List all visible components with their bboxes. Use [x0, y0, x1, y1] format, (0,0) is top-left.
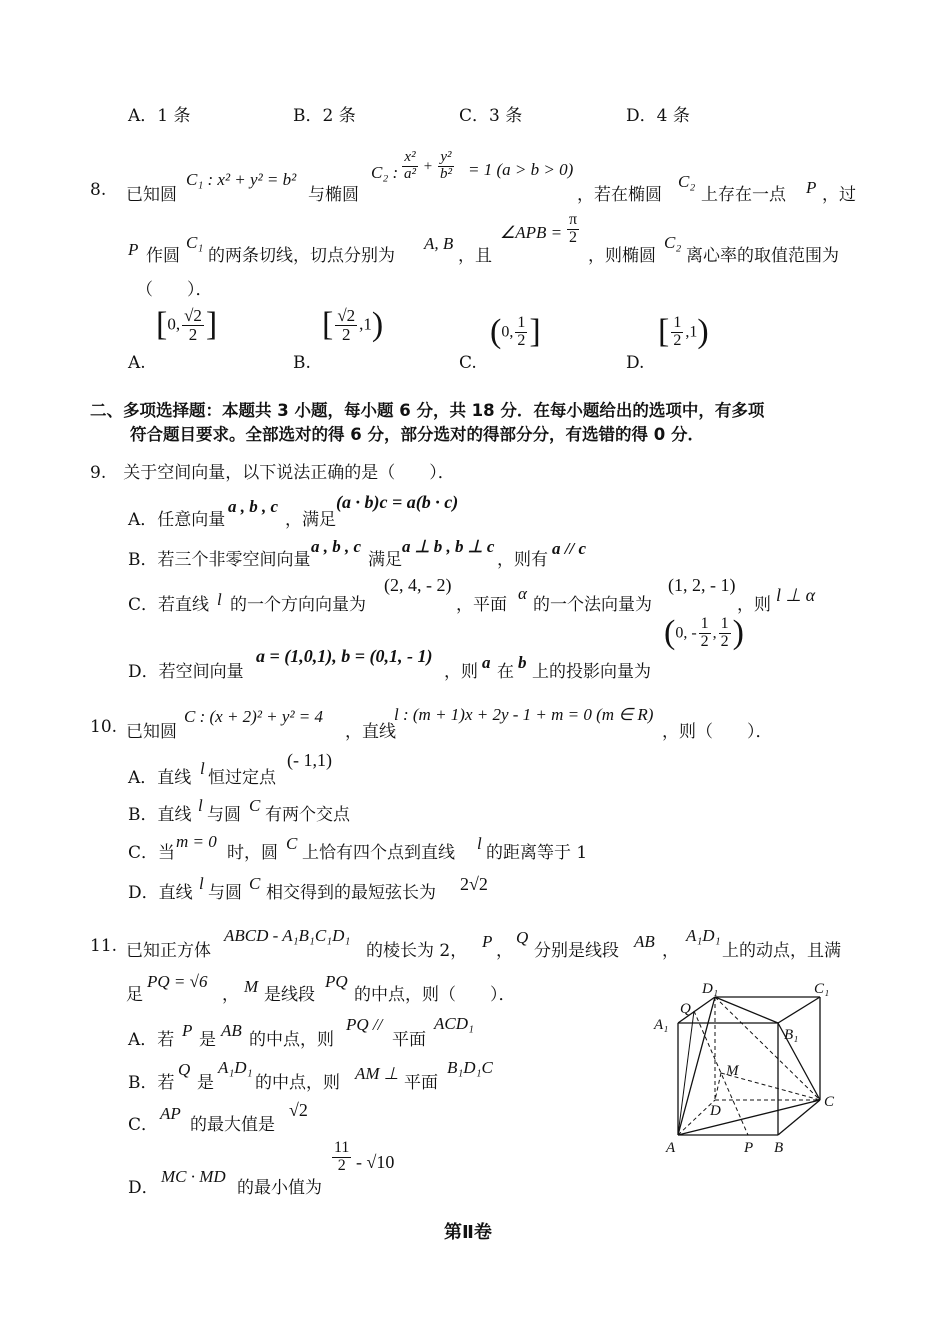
q8-text-1: 已知圆 — [126, 185, 177, 205]
q10-circle: C : (x + 2)² + y² = 4 — [184, 707, 324, 726]
q9-d-mid1: ，则 — [444, 662, 478, 682]
q10-b-l: l — [198, 796, 203, 815]
q7-option-a: A．1 条 — [128, 106, 191, 126]
q9-stem: 9. 关于空间向量，以下说法正确的是（ ）． — [90, 463, 455, 483]
q10-c-pre: C．当 — [128, 843, 176, 863]
q10-d-l: l — [199, 874, 204, 893]
q10-c-mid2: 上恰有四个点到直线 — [302, 843, 455, 863]
q10-d-mid2: 相交得到的最短弦长为 — [266, 883, 436, 903]
q7-option-c: C．3 条 — [459, 106, 523, 126]
q10-d-mid: 与圆 — [208, 883, 242, 903]
q8-text-4: 上存在一点 — [701, 185, 786, 205]
q11-c-ap: AP — [160, 1104, 181, 1123]
q8-text-5: ，过 — [822, 185, 856, 205]
q11-a-p: P — [182, 1021, 193, 1040]
q11-pq-eq: PQ = √6 — [147, 972, 208, 991]
q8-l2-angle: ∠APB = — [500, 223, 563, 242]
q8-ellipse-tail: = 1 (a > b > 0) — [468, 160, 574, 179]
edge-b1-c1 — [778, 997, 820, 1023]
label-p: P — [744, 1140, 754, 1156]
q11-text-4: 分别是线段 — [534, 941, 619, 961]
section2-line2: 符合题目要求。全部选对的得 6 分，部分选对的得部分分，有选错的得 0 分． — [130, 425, 704, 444]
q11-cube: ABCD - A₁B₁C₁D₁ — [224, 926, 351, 945]
q10-c-mid: 时，圆 — [227, 843, 278, 863]
q9-c-mid2: ，平面 — [456, 595, 507, 615]
q10-c-c: C — [286, 834, 298, 853]
q11-c-pre: C． — [128, 1115, 159, 1135]
q10-c-post: 的距离等于 1 — [486, 843, 588, 863]
q9-c-post: ，则 — [737, 595, 771, 615]
q10-a-pre: A．直线 — [128, 768, 192, 788]
q11-pq: PQ — [325, 972, 348, 991]
q10-number: 10. — [90, 717, 118, 737]
q8-l2-e: 离心率的取值范围为 — [686, 246, 839, 266]
q11-b-pre: B．若 — [128, 1073, 175, 1093]
q11-d-minus: - √10 — [356, 1152, 395, 1172]
q9-c-pre: C．若直线 — [128, 595, 210, 615]
q9-b-post: ，则有 — [497, 550, 548, 570]
q8-option-a-label: A. — [128, 353, 146, 373]
q8-text-3: ，若在椭圆 — [577, 185, 662, 205]
q9-c-v1: (2, 4, - 2) — [384, 575, 452, 595]
q10-c-m: m = 0 — [176, 832, 217, 851]
q10-b-pre: B．直线 — [128, 805, 192, 825]
q9-d-a: a — [482, 653, 491, 672]
q11-l2-b: ， — [222, 985, 239, 1005]
q11-text-1: 已知正方体 — [126, 941, 211, 961]
q11-b-plane: B₁D₁C — [447, 1058, 493, 1077]
label-b1: B₁ — [784, 1027, 799, 1043]
label-m: M — [726, 1063, 739, 1079]
q8-number: 8. — [90, 180, 107, 200]
q11-d-pre: D． — [128, 1178, 159, 1198]
q11-b-seg: A₁D₁ — [218, 1058, 253, 1077]
q11-text-2: 的棱长为 2， — [366, 941, 468, 961]
q10-text-2: ，直线 — [345, 722, 396, 742]
q10-b-post: 有两个交点 — [265, 805, 350, 825]
q11-a-mid: 是 — [199, 1030, 216, 1050]
q10-b-c: C — [249, 796, 261, 815]
q11-b-mid: 是 — [197, 1073, 214, 1093]
q11-d-frac: $\frac{11}{2}$ — [334, 1139, 350, 1174]
q11-text-3: ， — [496, 941, 513, 961]
q10-c-l: l — [477, 834, 482, 853]
q9-c-v2: (1, 2, - 1) — [668, 575, 736, 595]
q9-d-pre: D．若空间向量 — [128, 662, 244, 682]
q10-text-1: 已知圆 — [126, 722, 177, 742]
q8-l2-a: 作圆 — [146, 246, 180, 266]
q11-ab: AB — [634, 932, 655, 951]
q11-p: P — [482, 932, 493, 951]
q11-d-expr: MC · MD — [161, 1167, 226, 1186]
q10-a-mid: 恒过定点 — [208, 768, 276, 788]
q8-option-b-value: [ $\frac{√2}{2}$ ,1) — [322, 305, 384, 344]
q9-c-l: l — [217, 590, 222, 609]
q8-l2-angle-frac: $\frac{\pi}{2}$ — [569, 211, 578, 246]
section-title-juan2: 第Ⅱ卷 — [444, 1222, 492, 1243]
q11-a-pre: A．若 — [128, 1030, 175, 1050]
q11-a-rel: PQ // — [346, 1015, 383, 1034]
q11-c-mid: 的最大值是 — [190, 1115, 275, 1135]
q9-a-eq: (a · b)c = a(b · c) — [336, 492, 459, 512]
q11-a1d1: A₁D₁ — [686, 926, 721, 945]
label-b: B — [774, 1140, 784, 1156]
q9-b-res: a // c — [552, 539, 586, 558]
q8-l2-c1: C₁ — [186, 233, 204, 252]
q9-d-post: 上的投影向量为 — [532, 662, 651, 682]
label-q: Q — [680, 1001, 691, 1017]
q8-option-b-label: B. — [293, 353, 311, 373]
q8-ellipse-fractions: $\frac{\text{x²}}{\text{a²}}$ + $\frac{\text{y²}}{\text{b²}}$ — [404, 149, 452, 182]
q9-c-res: l ⊥ α — [776, 585, 816, 605]
q9-c-mid1: 的一个方向向量为 — [230, 595, 366, 615]
q11-b-q: Q — [178, 1060, 191, 1079]
q8-option-a-value: [0, $\frac{√2}{2}$ ] — [156, 305, 218, 344]
q9-c-alpha: α — [518, 584, 527, 603]
q9-b-cond: a ⊥ b , b ⊥ c — [402, 537, 495, 556]
line-d1-b1 — [715, 997, 778, 1023]
q8-l2-c2: C₂ — [664, 233, 682, 252]
label-a: A — [666, 1140, 676, 1156]
q7-option-d: D．4 条 — [626, 106, 690, 126]
q11-text-5: ， — [662, 941, 679, 961]
q10-d-pre: D．直线 — [128, 883, 193, 903]
q8-l2-p: P — [128, 240, 139, 259]
q11-d-mid: 的最小值为 — [237, 1178, 322, 1198]
q8-option-d-value: [ $\frac{1}{2}$ ,1) — [658, 313, 709, 350]
section2-line1: 二、多项选择题：本题共 3 小题，每小题 6 分，共 18 分．在每小题给出的选项中，有多项 — [90, 401, 765, 420]
q10-a-point: (- 1,1) — [287, 750, 332, 770]
q8-l2-ab: A, B — [424, 234, 454, 253]
q9-b-vecs: a , b , c — [311, 537, 362, 556]
label-c: C — [824, 1094, 835, 1110]
q10-d-c: C — [249, 874, 261, 893]
label-a1: A₁ — [654, 1017, 669, 1033]
label-c1: C₁ — [814, 981, 830, 997]
q11-a-mid2: 的中点，则 — [249, 1030, 334, 1050]
q8-l2-d: ，则椭圆 — [588, 246, 656, 266]
q8-l2-b: 的两条切线，切点分别为 — [208, 246, 395, 266]
q8-ellipse-head: C₂ : — [371, 163, 399, 182]
q11-l2-d: 的中点，则（ ）． — [354, 985, 516, 1005]
q8-l2-c: ，且 — [458, 246, 492, 266]
q9-c-mid3: 的一个法向量为 — [533, 595, 652, 615]
q9-a-mid: ，满足 — [285, 510, 336, 530]
q10-d-value: 2√2 — [460, 874, 488, 894]
cube-figure — [640, 975, 850, 1160]
q11-l2-c: 是线段 — [264, 985, 315, 1005]
q11-text-6: 上的动点，且满 — [722, 941, 841, 961]
q11-b-mid3: 平面 — [404, 1073, 438, 1093]
q10-b-mid: 与圆 — [207, 805, 241, 825]
q11-a-mid3: 平面 — [392, 1030, 426, 1050]
label-d: D — [710, 1103, 721, 1119]
q8-circle-eq: C₁ : x² + y² = b² — [186, 170, 297, 189]
q8-option-c-label: C. — [459, 353, 477, 373]
q11-l2-a: 足 — [126, 985, 143, 1005]
q11-q: Q — [516, 928, 529, 947]
q11-m: M — [244, 977, 259, 996]
q9-d-answer: (0, - $\frac{1}{2}$ , $\frac{1}{2}$ ) — [664, 614, 744, 651]
q10-a-l: l — [200, 759, 205, 778]
line-m-d — [715, 1073, 721, 1100]
q8-paren: （ ）． — [136, 280, 213, 300]
q10-line: l : (m + 1)x + 2y - 1 + m = 0 (m ∈ R) — [394, 705, 654, 724]
q11-a-ab: AB — [221, 1021, 242, 1040]
q9-b-mid: 满足 — [368, 550, 402, 570]
q9-a-vecs: a , b , c — [228, 497, 279, 516]
q11-b-mid2: 的中点，则 — [255, 1073, 340, 1093]
q10-text-3: ，则（ ）． — [662, 722, 773, 742]
q9-b-pre: B．若三个非零空间向量 — [128, 550, 311, 570]
q8-c2-symbol: C₂ — [678, 172, 696, 191]
q8-text-2: 与椭圆 — [308, 185, 359, 205]
q7-option-b: B．2 条 — [293, 106, 356, 126]
line-a-q — [678, 1011, 694, 1135]
q11-b-rel: AM ⊥ — [355, 1064, 399, 1083]
q11-a-plane: ACD₁ — [434, 1014, 474, 1033]
q8-p-symbol: P — [806, 178, 817, 197]
q8-option-d-label: D. — [626, 353, 645, 373]
q9-a-pre: A．任意向量 — [128, 510, 226, 530]
q11-c-value: √2 — [289, 1100, 308, 1120]
label-d1: D₁ — [702, 981, 719, 997]
q11-number: 11. — [90, 936, 118, 956]
q8-option-c-value: (0, $\frac{1}{2}$ ] — [490, 313, 541, 350]
q9-d-mid2: 在 — [497, 662, 514, 682]
line-d1-c — [715, 997, 820, 1100]
q9-d-vecs: a = (1,0,1), b = (0,1, - 1) — [256, 646, 433, 666]
q9-d-b: b — [518, 653, 527, 672]
